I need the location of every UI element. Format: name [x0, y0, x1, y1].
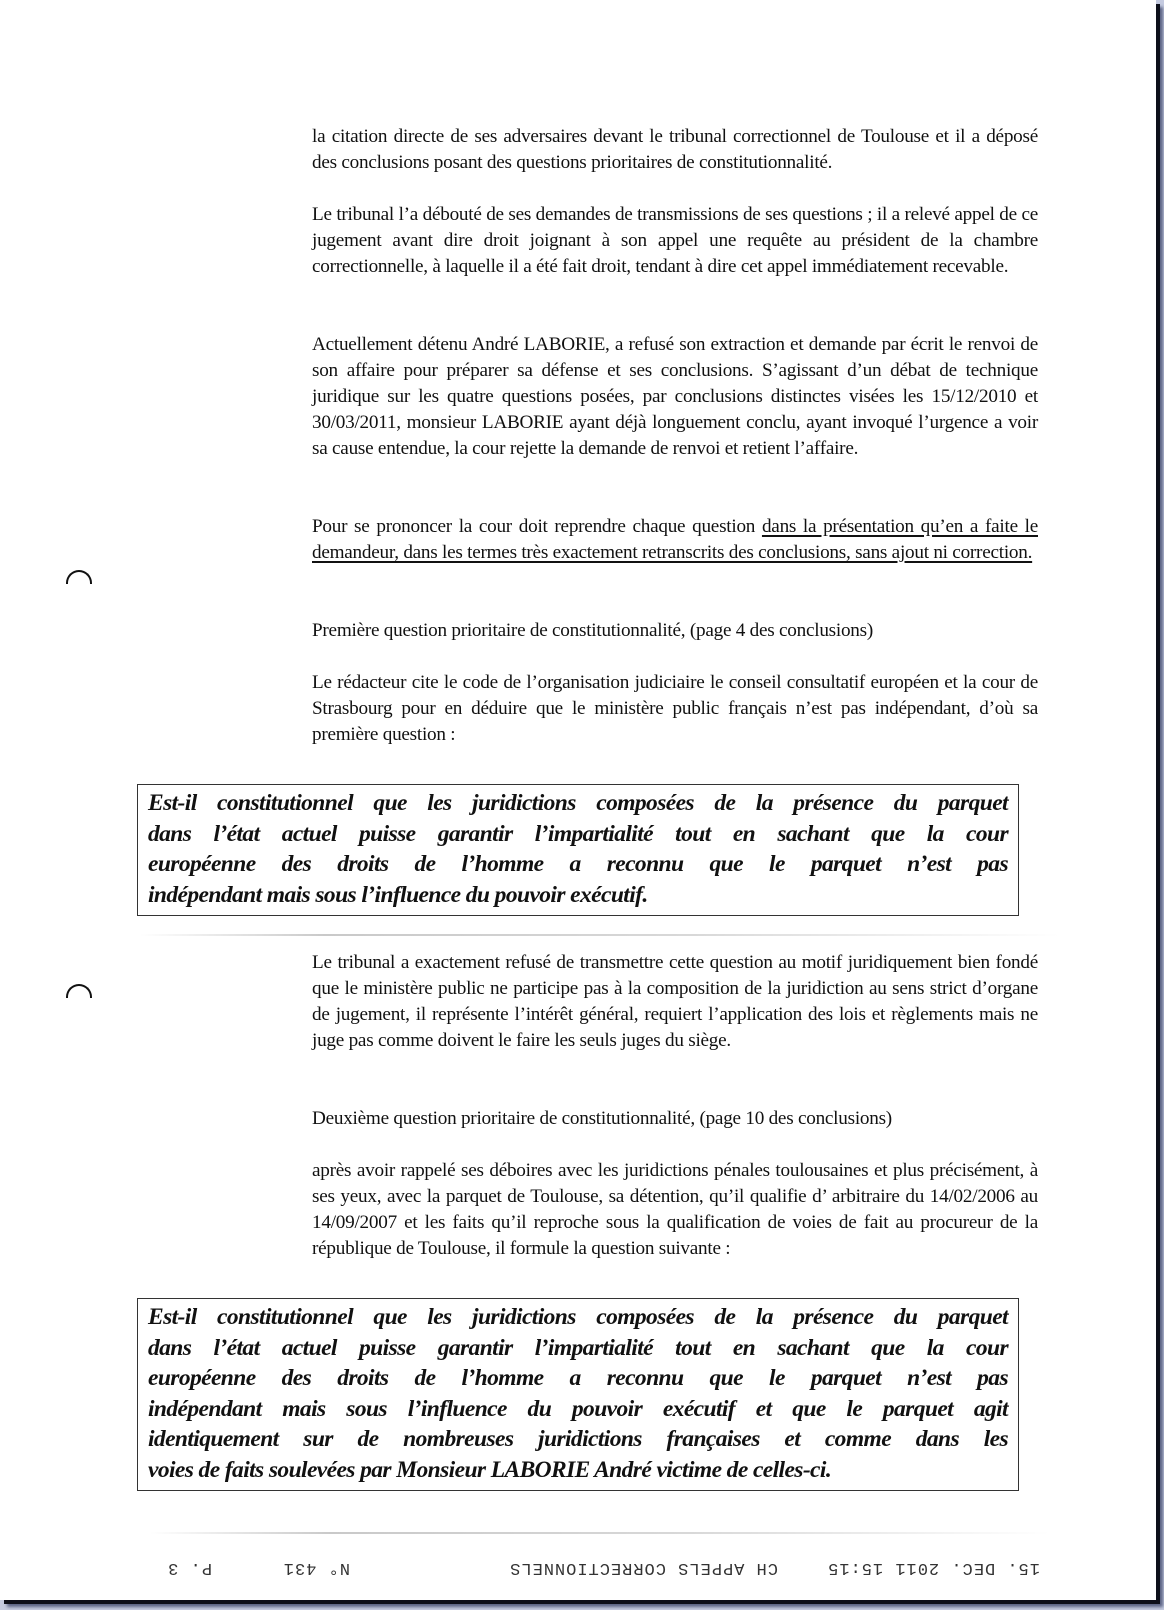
margin-arc-mark [66, 570, 92, 584]
question-2-line: voies de faits soulevées par Monsieur LABORIE André victime de celles-ci. [148, 1456, 832, 1483]
question-1-line: Est-il constitutionnel que les juridictions composées de la présence du parquet [148, 790, 1008, 816]
fax-datetime: 15. DEC. 2011 15:15 [827, 1558, 1040, 1577]
question-2-line: dans l’état actuel puisse garantir l’impartialité tout en sachant que la cour [148, 1334, 1008, 1361]
question-box-1 [137, 784, 1019, 916]
question-box-2 [137, 1298, 1019, 1491]
paragraph-redacteur: Le rédacteur cite le code de l’organisation judiciaire le conseil consultatif européen et la cour de Strasbourg pour en déduire que le ministère public français n’est pas indépendant, d’où sa première question : [312, 672, 1038, 745]
heading-second-question: Deuxième question prioritaire de constitutionnalité, (page 10 des conclusions) [312, 1108, 892, 1129]
presentation-underlined-text: dans la présentation qu’en a faite le demandeur, dans les termes très exactement retranscrits des conclusions, sans ajout ni correction. [312, 516, 1038, 563]
question-1-line: indépendant mais sous l’influence du pouvoir exécutif. [148, 881, 648, 908]
presentation-plain-text: Pour se prononcer la cour doit reprendre chaque question [312, 516, 762, 537]
question-1-line: dans l’état actuel puisse garantir l’impartialité tout en sachant que la cour [148, 820, 1008, 847]
fax-header-upside-down [140, 1553, 1040, 1577]
heading-first-question: Première question prioritaire de constitutionnalité, (page 4 des conclusions) [312, 620, 874, 641]
paragraph-citation: la citation directe de ses adversaires devant le tribunal correctionnel de Toulouse et il a déposé des conclusions posant des questions prioritaires de constitutionnalité. [312, 126, 1038, 173]
fax-page: P. 3 [167, 1558, 212, 1577]
scan-separator [150, 1532, 1050, 1534]
paragraph-detention-renvoi: Actuellement détenu André LABORIE, a refusé son extraction et demande par écrit le renvoi de son affaire pour préparer sa défense et ses conclusions. S’agissant d’un débat de technique juridique sur les quatre questions posées, par conclusions distinctes visées les 15/12/2010 et 30/03/2011, monsieur LABORIE ayant déjà longuement conclu, ayant invoqué l’urgence a voir sa cause entendue, la cour rejette la demande de renvoi et retient l’affaire. [312, 334, 1038, 459]
paragraph-tribunal-refus: Le tribunal a exactement refusé de transmettre cette question au motif juridiquement bien fondé que le ministère public ne participe pas à la composition de la juridiction au sens strict d’organe de jugement, il représente l’intérêt général, requiert l’application des lois et règlements mais ne juge pas comme doivent le faire les seuls juges du siège. [312, 952, 1038, 1051]
fax-number: N° 431 [282, 1558, 350, 1577]
margin-arc-mark [66, 984, 92, 998]
question-2-line: européenne des droits de l’homme a reconnu que le parquet n’est pas [148, 1365, 1008, 1391]
paragraph-presentation [312, 514, 1038, 566]
question-2-line: identiquement sur de nombreuses juridictions françaises et comme dans les [148, 1426, 1008, 1452]
paragraph-tribunal-debout: Le tribunal l’a débouté de ses demandes de transmissions de ses questions ; il a relevé appel de ce jugement avant dire droit joignant à son appel une requête au président de la chambre correctionnelle, à laquelle il a été fait droit, tendant à dire cet appel immédiatement recevable. [312, 204, 1038, 277]
question-2-line: indépendant mais sous l’influence du pouvoir exécutif et que le parquet agit [148, 1395, 1008, 1422]
paragraph-deboires: après avoir rappelé ses déboires avec les juridictions pénales toulousaines et plus précisément, à ses yeux, avec la parquet de Toulouse, sa détention, qu’il qualifie d’ arbitraire du 14/02/2006 au 14/09/2007 et les faits qu’il reproche sous la qualification de voies de fait au procureur de la république de Toulouse, il formule la question suivante : [312, 1160, 1038, 1259]
scan-separator [140, 934, 1060, 936]
question-2-line: Est-il constitutionnel que les juridictions composées de la présence du parquet [148, 1304, 1008, 1330]
fax-sender: CH APPELS CORRECTIONNELS [509, 1558, 778, 1577]
question-1-line: européenne des droits de l’homme a reconnu que le parquet n’est pas [148, 851, 1008, 877]
